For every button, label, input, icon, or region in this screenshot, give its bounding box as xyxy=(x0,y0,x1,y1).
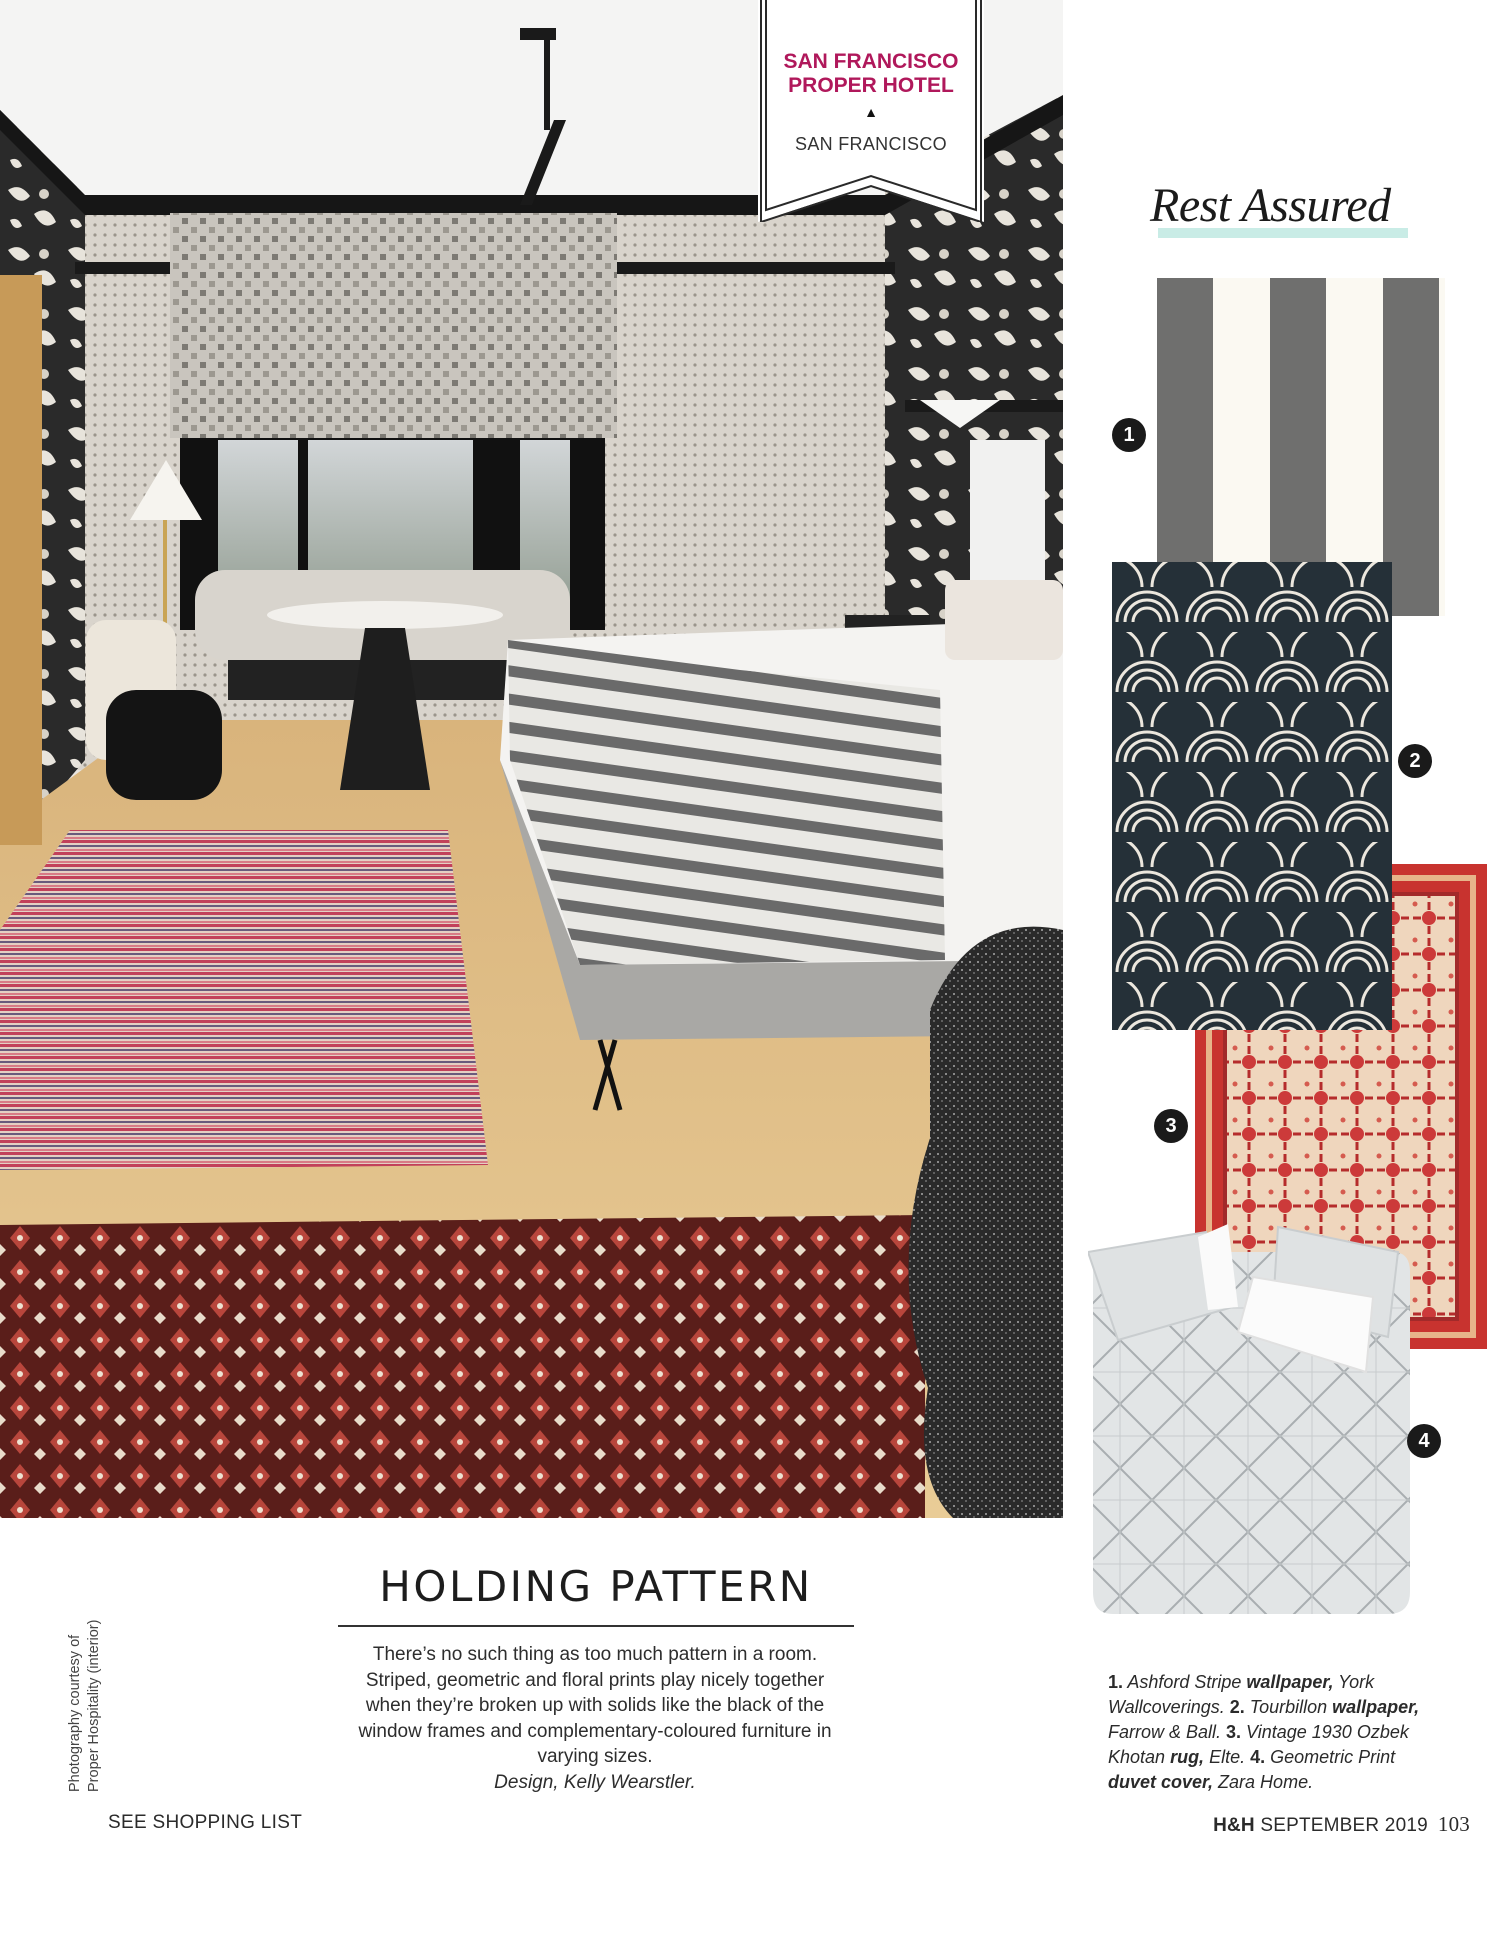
photo-credit-line2: Proper Hospitality (interior) xyxy=(86,1619,102,1792)
product-number-3: 3 xyxy=(1154,1109,1188,1143)
hotel-name-line1: SAN FRANCISCO xyxy=(783,50,959,73)
caption-brand-2: Farrow & Ball. xyxy=(1108,1722,1227,1742)
caption-type-4: duvet cover, xyxy=(1108,1772,1214,1792)
article-title: HOLDING PATTERN xyxy=(379,1562,813,1611)
hotel-city: SAN FRANCISCO xyxy=(795,134,947,154)
caption-type-2: wallpaper, xyxy=(1332,1697,1420,1717)
geometric-duvet-cover xyxy=(1088,1212,1413,1617)
hotel-name-line2: PROPER HOTEL xyxy=(788,74,954,97)
article-body-text: There’s no such thing as too much pattern in a room. Striped, geometric and floral prints play nicely together when they’re broken up with solids like the black of the window frames and complementary-coloured furniture in varying sizes. xyxy=(358,1644,832,1767)
design-credit: Design, Kelly Wearstler. xyxy=(494,1771,696,1793)
caption-type-1: wallpaper, xyxy=(1246,1672,1334,1692)
swirl-wallpaper-swatch xyxy=(1112,562,1392,1030)
product-swirl-wallpaper xyxy=(1112,562,1392,1030)
caption-brand-3: Elte. xyxy=(1204,1747,1251,1767)
caption-num-2: 2. xyxy=(1229,1697,1245,1717)
magazine-name: H&H xyxy=(1213,1815,1255,1836)
caption-type-3: rug, xyxy=(1170,1747,1205,1767)
page-number: 103 xyxy=(1437,1812,1470,1836)
caption-name-1: Ashford Stripe xyxy=(1123,1672,1247,1692)
caption-brand-4: Zara Home. xyxy=(1213,1772,1314,1792)
caption-num-1: 1. xyxy=(1108,1672,1124,1692)
product-number-2: 2 xyxy=(1398,744,1432,778)
issue-date: SEPTEMBER 2019 xyxy=(1254,1815,1428,1836)
see-shopping-list-link[interactable]: SEE SHOPPING LIST xyxy=(108,1812,303,1833)
caption-name-2: Tourbillon xyxy=(1244,1697,1333,1717)
caption-num-3: 3. xyxy=(1226,1722,1242,1742)
page-folio xyxy=(1213,1812,1470,1837)
hotel-name xyxy=(758,50,984,98)
caption-name-4: Geometric Print xyxy=(1265,1747,1396,1767)
photo-credit-line1: Photography courtesy of xyxy=(67,1634,83,1792)
caption-num-4: 4. xyxy=(1250,1747,1266,1767)
photo-credit xyxy=(66,1582,104,1792)
sidebar-title-text: Rest Assured xyxy=(1150,179,1391,232)
caption-name-3: Vintage 1930 Ozbek Khotan xyxy=(1108,1722,1409,1767)
product-duvet-cover xyxy=(1088,1212,1413,1617)
product-number-1: 1 xyxy=(1112,418,1146,452)
product-number-4: 4 xyxy=(1407,1424,1441,1458)
product-caption xyxy=(1108,1670,1448,1795)
sidebar-title xyxy=(1150,178,1430,233)
article-body xyxy=(345,1642,845,1795)
hotel-tag xyxy=(758,0,984,222)
caption-brand-1: York Wallcoverings. xyxy=(1108,1672,1375,1717)
title-divider xyxy=(338,1625,854,1627)
location-marker-icon: ▲ xyxy=(864,104,878,120)
